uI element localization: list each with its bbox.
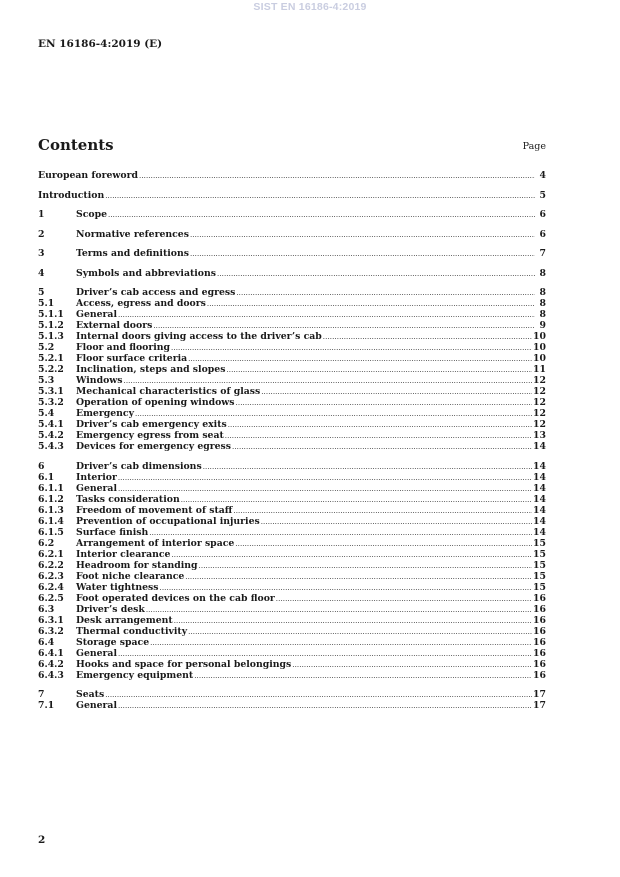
toc-entry-title: Interior clearance	[76, 548, 171, 560]
toc-entry-number: 5.3.2	[38, 397, 64, 408]
toc-entry-number: 6.4.2	[38, 658, 64, 670]
toc-entry[interactable]	[38, 516, 546, 527]
toc-leader-dots	[233, 506, 532, 517]
toc-entry-page: 6	[539, 228, 546, 240]
toc-entry-number: 6.2.2	[38, 559, 64, 571]
toc-entry-number: 6.4.1	[38, 647, 64, 659]
toc-entry-page: 12	[533, 397, 546, 408]
toc-entry-page: 13	[533, 430, 546, 441]
toc-entry-number: 5.4	[38, 408, 55, 419]
toc-entry-number: 7	[38, 689, 45, 700]
toc-entry-number: 4	[38, 267, 45, 279]
toc-leader-dots	[207, 299, 535, 310]
toc-entry-number: 6.4.3	[38, 669, 64, 681]
toc-entry-title: Seats	[76, 689, 105, 700]
toc-entry[interactable]	[38, 331, 546, 342]
toc-entry-title: External doors	[76, 320, 153, 331]
toc-entry-page: 17	[533, 700, 546, 711]
toc-leader-dots	[199, 561, 533, 572]
toc-entry-page: 9	[539, 320, 546, 331]
toc-entry-page: 14	[533, 460, 546, 472]
toc-leader-dots	[190, 230, 535, 241]
toc-leader-dots	[228, 420, 532, 431]
toc-entry[interactable]	[38, 190, 546, 201]
toc-entry-page: 14	[533, 441, 546, 452]
toc-entry-title: Prevention of occupational injuries	[76, 515, 260, 527]
toc-entry-page: 11	[533, 364, 546, 375]
toc-entry-page: 10	[533, 331, 546, 342]
toc-entry-number: 5.2.1	[38, 353, 64, 364]
toc-entry-page: 16	[533, 669, 546, 681]
watermark: SIST EN 16186-4:2019	[253, 1, 367, 13]
toc-entry-title: Emergency egress from seat	[76, 430, 224, 441]
toc-entry[interactable]	[38, 560, 546, 571]
toc-entry[interactable]	[38, 472, 546, 483]
toc-entry[interactable]	[38, 494, 546, 505]
toc-entry[interactable]	[38, 375, 546, 386]
toc-entry-number: 6.2.5	[38, 592, 64, 604]
toc-entry-number: 5.4.1	[38, 419, 64, 430]
toc-leader-dots	[118, 473, 532, 484]
toc-entry-page: 10	[533, 342, 546, 353]
toc-entry-number: 5.4.3	[38, 441, 64, 452]
toc-leader-dots	[261, 387, 532, 398]
toc-entry-number: 6.2	[38, 537, 55, 549]
toc-entry-page: 5	[539, 189, 546, 201]
toc-entry[interactable]	[38, 483, 546, 494]
toc-entry-title: General	[76, 647, 117, 659]
toc-entry-number: 6	[38, 460, 45, 472]
toc-entry-number: 5.1.3	[38, 331, 64, 342]
toc-entry-title: Windows	[76, 375, 123, 386]
toc-entry[interactable]	[38, 593, 546, 604]
toc-entry-number: 7.1	[38, 700, 55, 711]
toc-entry[interactable]	[38, 527, 546, 538]
toc-entry-title: Devices for emergency egress	[76, 441, 232, 452]
table-of-contents	[38, 170, 546, 711]
toc-entry[interactable]	[38, 538, 546, 549]
toc-entry-page: 7	[539, 248, 546, 259]
toc-entry-title: Scope	[76, 209, 107, 220]
toc-entry[interactable]	[38, 397, 546, 408]
toc-entry-title: Thermal conductivity	[76, 625, 188, 637]
toc-leader-dots	[225, 431, 532, 442]
toc-leader-dots	[276, 594, 532, 605]
toc-leader-dots	[232, 442, 532, 453]
toc-entry-title: Driver’s desk	[76, 603, 145, 615]
toc-entry-page: 10	[533, 353, 546, 364]
toc-entry-title: Arrangement of interior space	[76, 537, 235, 549]
toc-entry[interactable]	[38, 430, 546, 441]
toc-entry-title: Hooks and space for personal belongings	[76, 658, 292, 670]
toc-entry-title: Water tightness	[76, 581, 159, 593]
toc-leader-dots	[188, 627, 532, 638]
toc-entry-page: 16	[533, 647, 546, 659]
toc-entry-title: Foot niche clearance	[76, 570, 185, 582]
toc-entry-title: Driver’s cab emergency exits	[76, 419, 227, 430]
toc-entry[interactable]	[38, 689, 546, 700]
toc-entry-title: Foot operated devices on the cab floor	[76, 592, 275, 604]
toc-leader-dots	[118, 701, 532, 712]
toc-entry-title: Freedom of movement of staff	[76, 504, 233, 516]
toc-entry-number: 2	[38, 228, 45, 240]
toc-entry-title: General	[76, 700, 117, 711]
toc-entry-number: 5.1.2	[38, 320, 64, 331]
toc-entry[interactable]	[38, 248, 546, 259]
toc-leader-dots	[139, 171, 535, 182]
toc-entry-page: 8	[539, 267, 546, 279]
toc-entry[interactable]	[38, 549, 546, 560]
toc-entry[interactable]	[38, 287, 546, 298]
toc-entry-number: 6.3	[38, 603, 55, 615]
toc-entry[interactable]	[38, 505, 546, 516]
toc-entry-page: 15	[533, 581, 546, 593]
toc-entry-number: 6.4	[38, 636, 55, 648]
toc-leader-dots	[194, 671, 532, 682]
toc-entry-page: 12	[533, 419, 546, 430]
toc-entry-page: 16	[533, 603, 546, 615]
toc-entry-number: 6.3.1	[38, 614, 64, 626]
toc-entry-number: 6.1	[38, 471, 55, 483]
toc-entry-page: 14	[533, 482, 546, 494]
toc-leader-dots	[174, 616, 532, 627]
toc-entry-number: 6.2.1	[38, 548, 64, 560]
toc-entry-page: 8	[539, 298, 546, 309]
toc-entry[interactable]	[38, 170, 546, 181]
toc-entry-number: 5.3	[38, 375, 55, 386]
toc-entry-title: Internal doors giving access to the driver’s cab	[76, 331, 322, 342]
toc-entry[interactable]	[38, 637, 546, 648]
toc-entry[interactable]	[38, 268, 546, 279]
toc-leader-dots	[105, 690, 532, 701]
toc-entry[interactable]	[38, 209, 546, 220]
toc-entry-title: Mechanical characteristics of glass	[76, 386, 261, 397]
toc-entry-title: Symbols and abbreviations	[76, 267, 216, 279]
toc-leader-dots	[236, 398, 533, 409]
toc-leader-dots	[236, 288, 535, 299]
toc-entry-page: 12	[533, 408, 546, 419]
toc-leader-dots	[185, 572, 532, 583]
toc-entry-page: 16	[533, 658, 546, 670]
toc-entry-title: Operation of opening windows	[76, 397, 235, 408]
toc-entry-page: 12	[533, 386, 546, 397]
toc-entry[interactable]	[38, 386, 546, 397]
toc-entry-number: 6.1.1	[38, 482, 64, 494]
toc-entry-page: 8	[539, 287, 546, 298]
toc-entry[interactable]	[38, 419, 546, 430]
toc-entry-title: Headroom for standing	[76, 559, 198, 571]
toc-entry[interactable]	[38, 320, 546, 331]
toc-entry[interactable]	[38, 461, 546, 472]
toc-entry-page: 16	[533, 625, 546, 637]
toc-entry-page: 12	[533, 375, 546, 386]
toc-entry[interactable]	[38, 571, 546, 582]
toc-entry[interactable]	[38, 364, 546, 375]
toc-entry[interactable]	[38, 626, 546, 637]
toc-leader-dots	[118, 310, 535, 321]
toc-entry-title: Access, egress and doors	[76, 298, 206, 309]
toc-entry-title: Storage space	[76, 636, 150, 648]
toc-leader-dots	[188, 354, 532, 365]
contents-heading: Contents	[38, 136, 114, 154]
toc-entry-number: 3	[38, 248, 45, 259]
toc-entry-page: 16	[533, 614, 546, 626]
toc-entry-title: Interior	[76, 471, 117, 483]
toc-leader-dots	[226, 365, 532, 376]
toc-entry-title: Terms and definitions	[76, 248, 189, 259]
toc-entry-number: 1	[38, 209, 45, 220]
toc-entry[interactable]	[38, 298, 546, 309]
toc-entry-page: 17	[533, 689, 546, 700]
toc-leader-dots	[171, 550, 532, 561]
toc-entry[interactable]	[38, 670, 546, 681]
toc-entry-page: 14	[533, 526, 546, 538]
toc-entry-page: 14	[533, 504, 546, 516]
toc-entry-title: Introduction	[38, 189, 105, 201]
toc-entry-title: Tasks consideration	[76, 493, 180, 505]
toc-entry-title: General	[76, 309, 117, 320]
toc-entry-number: 6.1.3	[38, 504, 64, 516]
toc-entry-page: 15	[533, 548, 546, 560]
toc-entry-title: Floor and flooring	[76, 342, 171, 353]
toc-entry[interactable]	[38, 615, 546, 626]
toc-entry[interactable]	[38, 408, 546, 419]
toc-leader-dots	[118, 484, 532, 495]
toc-entry-title: Surface finish	[76, 526, 149, 538]
toc-leader-dots	[217, 269, 535, 280]
toc-entry-number: 5.2	[38, 342, 55, 353]
page-column-label: Page	[522, 141, 546, 152]
document-id: EN 16186-4:2019 (E)	[38, 38, 163, 50]
toc-entry-number: 6.1.2	[38, 493, 64, 505]
toc-entry-title: Inclination, steps and slopes	[76, 364, 226, 375]
toc-entry-number: 6.2.3	[38, 570, 64, 582]
toc-leader-dots	[292, 660, 532, 671]
toc-entry[interactable]	[38, 604, 546, 615]
toc-entry-page: 16	[533, 592, 546, 604]
toc-entry-number: 6.1.4	[38, 515, 64, 527]
toc-leader-dots	[105, 191, 535, 202]
toc-entry-number: 5.1	[38, 298, 55, 309]
toc-entry-title: Desk arrangement	[76, 614, 173, 626]
toc-entry-number: 6.1.5	[38, 526, 64, 538]
toc-leader-dots	[108, 210, 535, 221]
toc-leader-dots	[261, 517, 532, 528]
toc-entry[interactable]	[38, 342, 546, 353]
toc-entry-page: 8	[539, 309, 546, 320]
toc-leader-dots	[181, 495, 532, 506]
toc-entry-page: 14	[533, 493, 546, 505]
toc-entry[interactable]	[38, 700, 546, 711]
toc-entry-title: Driver’s cab access and egress	[76, 287, 236, 298]
toc-leader-dots	[150, 638, 532, 649]
toc-entry[interactable]	[38, 309, 546, 320]
toc-leader-dots	[190, 249, 535, 260]
toc-entry-title: Normative references	[76, 228, 189, 240]
toc-entry-number: 5.2.2	[38, 364, 64, 375]
toc-leader-dots	[235, 539, 532, 550]
toc-entry-page: 16	[533, 636, 546, 648]
page-number: 2	[38, 834, 46, 846]
toc-entry-title: Emergency equipment	[76, 669, 194, 681]
toc-leader-dots	[171, 343, 532, 354]
toc-entry-number: 5.4.2	[38, 430, 64, 441]
toc-entry-number: 5	[38, 287, 45, 298]
toc-entry[interactable]	[38, 648, 546, 659]
toc-entry[interactable]	[38, 229, 546, 240]
toc-entry[interactable]	[38, 353, 546, 364]
toc-entry[interactable]	[38, 582, 546, 593]
toc-entry-title: Emergency	[76, 408, 134, 419]
toc-entry-page: 15	[533, 537, 546, 549]
toc-leader-dots	[323, 332, 532, 343]
toc-entry-page: 14	[533, 515, 546, 527]
toc-entry-page: 15	[533, 570, 546, 582]
toc-entry-number: 6.2.4	[38, 581, 64, 593]
toc-entry-page: 14	[533, 471, 546, 483]
toc-entry-page: 4	[539, 170, 546, 181]
toc-entry-number: 5.1.1	[38, 309, 64, 320]
toc-entry-title: European foreword	[38, 170, 138, 181]
toc-entry-page: 6	[539, 209, 546, 220]
toc-leader-dots	[203, 462, 532, 473]
toc-entry[interactable]	[38, 659, 546, 670]
toc-entry-title: General	[76, 482, 117, 494]
toc-entry-number: 5.3.1	[38, 386, 64, 397]
toc-leader-dots	[146, 605, 532, 616]
toc-entry-page: 15	[533, 559, 546, 571]
toc-entry-title: Driver’s cab dimensions	[76, 460, 202, 472]
toc-entry[interactable]	[38, 441, 546, 452]
toc-entry-title: Floor surface criteria	[76, 353, 188, 364]
toc-entry-number: 6.3.2	[38, 625, 64, 637]
